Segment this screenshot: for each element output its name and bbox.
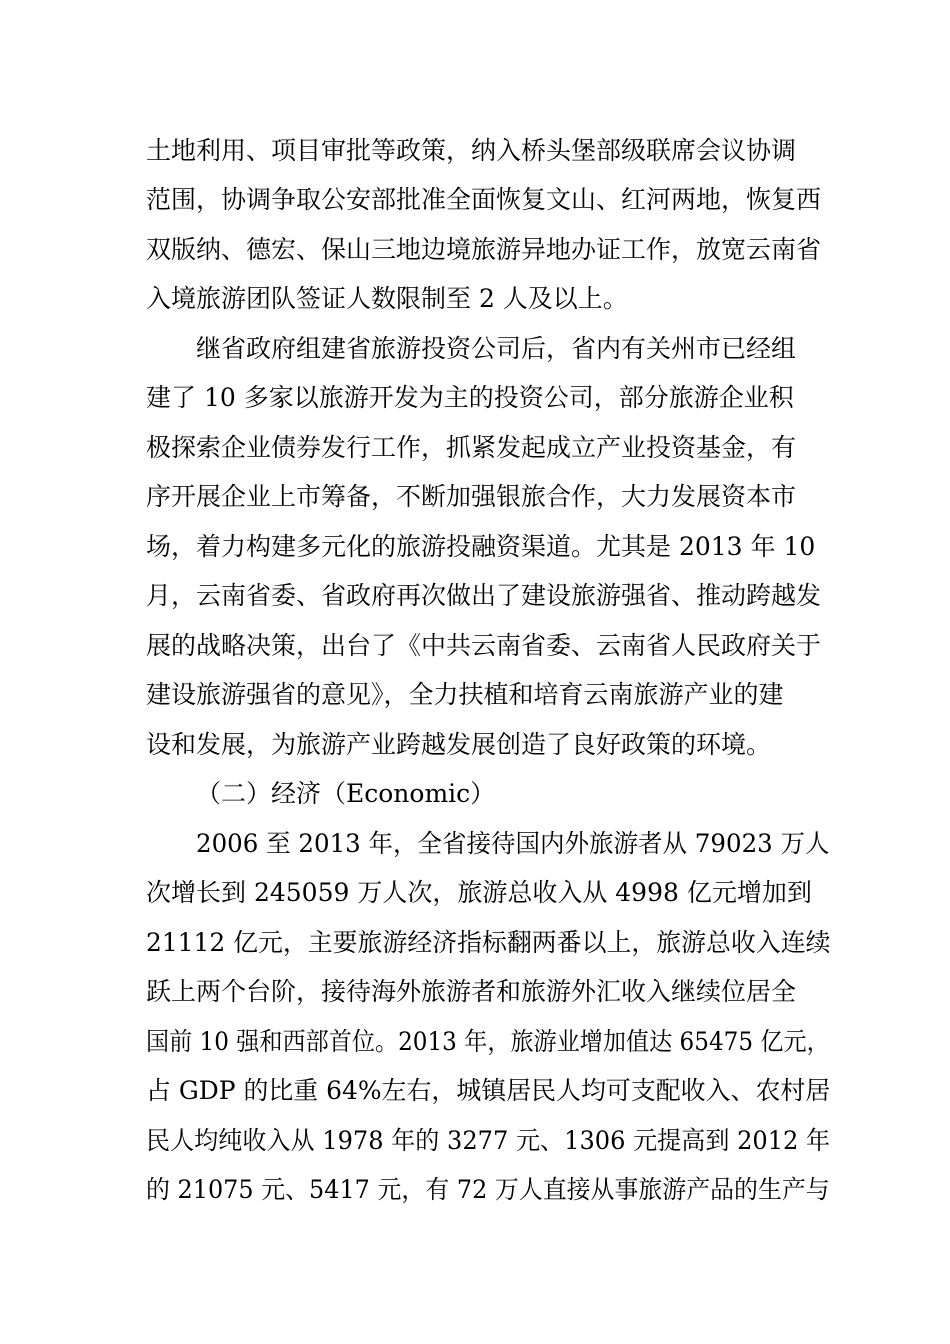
paragraph-start-line: 继省政府组建省旅游投资公司后，省内有关州市已经组 <box>196 334 797 363</box>
text-line-17: 21112 亿元，主要旅游经济指标翻两番以上，旅游总收入连续 <box>146 928 831 957</box>
text-line-2: 范围，协调争取公安部批准全面恢复文山、红河两地，恢复西 <box>146 185 822 214</box>
text-line-9: 场，着力构建多元化的旅游投融资渠道。尤其是 2013 年 10 <box>146 532 816 561</box>
text-line-19: 国前 10 强和西部首位。2013 年，旅游业增加值达 65475 亿元， <box>146 1027 830 1056</box>
section-heading: （二）经济（Economic） <box>196 779 496 808</box>
text-line-21: 民人均纯收入从 1978 年的 3277 元、1306 元提高到 2012 年 <box>146 1126 831 1155</box>
text-line-10: 月，云南省委、省政府再次做出了建设旅游强省、推动跨越发 <box>146 581 822 610</box>
text-line-12: 建设旅游强省的意见》，全力扶植和培育云南旅游产业的建 <box>146 680 784 709</box>
text-line-16: 次增长到 245059 万人次，旅游总收入从 4998 亿元增加到 <box>146 878 812 907</box>
text-line-13: 设和发展，为旅游产业跨越发展创造了良好政策的环境。 <box>146 730 772 759</box>
text-line-20: 占 GDP 的比重 64%左右，城镇居民人均可支配收入、农村居 <box>146 1076 831 1105</box>
text-line-11: 展的战略决策，出台了《中共云南省委、云南省人民政府关于 <box>146 631 822 660</box>
text-line-18: 跃上两个台阶，接待海外旅游者和旅游外汇收入继续位居全 <box>146 977 797 1006</box>
text-line-22: 的 21075 元、5417 元，有 72 万人直接从事旅游产品的生产与 <box>146 1175 830 1204</box>
text-line-7: 极探索企业债券发行工作，抓紧发起成立产业投资基金，有 <box>146 433 797 462</box>
text-line-3: 双版纳、德宏、保山三地边境旅游异地办证工作，放宽云南省 <box>146 235 822 264</box>
text-line-6: 建了 10 多家以旅游开发为主的投资公司，部分旅游企业积 <box>146 383 794 412</box>
text-line-8: 序开展企业上市筹备，不断加强银旅合作，大力发展资本市 <box>146 482 797 511</box>
paragraph-start-line: 2006 至 2013 年，全省接待国内外旅游者从 79023 万人 <box>196 829 830 858</box>
text-line-1: 土地利用、项目审批等政策，纳入桥头堡部级联席会议协调 <box>146 136 797 165</box>
text-line-4: 入境旅游团队签证人数限制至 2 人及以上。 <box>146 284 628 313</box>
